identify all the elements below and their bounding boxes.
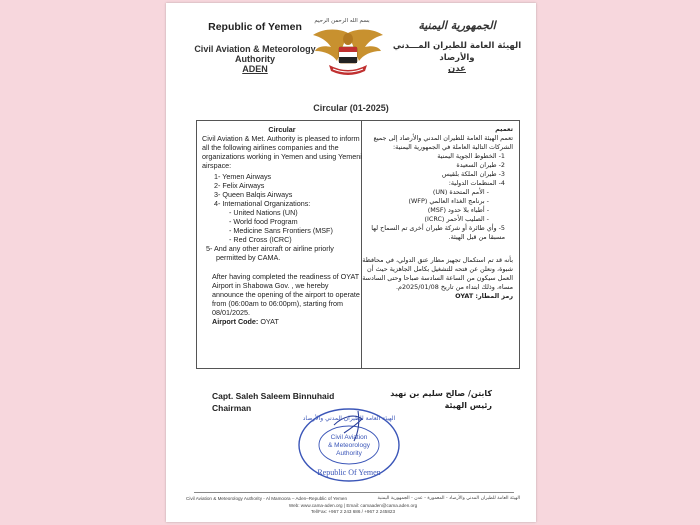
signatory-role-en: Chairman	[212, 403, 252, 413]
yemen-eagle-emblem-icon	[311, 25, 385, 83]
header-country-ar: الجمهورية اليمنية	[418, 19, 496, 32]
org-item: - Red Cross (ICRC)	[229, 235, 292, 244]
header-left	[186, 21, 324, 74]
arabic-intro: تعمم الهيئة العامة للطيران المدني والأرصاد إلى جميع الشركات التالية العاملة في الجمهورية اليمنية:	[373, 134, 513, 151]
footer-contact: Web: www.cama-aden.org | Email: camaaden@cama.aden.org	[288, 502, 418, 508]
circular-box	[196, 120, 520, 369]
english-heading: Circular	[268, 125, 296, 134]
list-item: 4- International Organizations:	[214, 199, 311, 208]
org-item: - United Nations (UN)	[229, 208, 298, 217]
header-country-en: Republic of Yemen	[208, 21, 302, 33]
signatory-role-ar: رئيس الهيئة	[444, 401, 492, 410]
footer-address-en: Civil Aviation & Meteorology Authority - Al Mamoora – Aden–Republic of Yemen	[186, 496, 348, 501]
basmala-text: بسم الله الرحمن الرحيم	[314, 18, 370, 24]
circular-title: Circular (01-2025)	[313, 103, 389, 113]
arabic-heading: تعميم	[495, 125, 513, 133]
list-item: 5- And any other aircraft or airline priorly permitted by CAMA.	[206, 244, 334, 262]
list-item: 3- Queen Balqis Airways	[214, 190, 293, 199]
airport-code-label: Airport Code:	[212, 317, 259, 326]
footer-address-ar: الهيئة العامة للطيران المدني والأرصاد - المعمورة - عدن - الجمهورية اليمنية	[377, 496, 520, 501]
stamp-text-line: Authority	[336, 450, 362, 457]
header-right	[392, 19, 522, 74]
org-item: - الصليب الأحمر (ICRC)	[424, 215, 489, 223]
english-announcement: After having completed the readiness of OYAT Airport in Shabowa Gov. , we hereby announce the opening of the airport to operate from (06:00am to 06:00pm), starting from 08/01/2025.	[212, 272, 360, 317]
header-city-ar: عدن	[448, 64, 466, 74]
org-item: - World food Program	[229, 217, 298, 226]
list-item: 5- وأي طائرة أو شركة طيران أخرى تم السماح لها مسبقا من قبل الهيئة.	[371, 224, 505, 241]
document-page	[166, 3, 536, 522]
org-item: - الأمم المتحدة (UN)	[432, 188, 489, 196]
list-item: 2- Felix Airways	[214, 181, 265, 190]
signatory-name-en: Capt. Saleh Saleem Binnuhaid	[212, 391, 335, 401]
stamp-arabic-text: الهيئة العامة للطيران المدني والأرصاد	[302, 415, 396, 422]
list-item: 1- الخطوط الجوية اليمنية	[437, 152, 505, 160]
stamp-text-line: & Meteorology	[328, 442, 370, 449]
org-item: - برنامج الغذاء العالمي (WFP)	[408, 197, 489, 205]
english-airport-code	[212, 317, 362, 326]
signature-arabic	[390, 388, 492, 412]
english-column	[202, 125, 362, 326]
list-item: 4- المنظمات الدولية:	[448, 179, 505, 187]
header-org-ar: الهيئة العامة للطيران المـــدني والأرصاد	[392, 41, 522, 63]
footer-phone: Tel/Fax: +967 2 243 686 / +967 2 245823	[310, 509, 396, 514]
org-item: - Medicine Sans Frontiers (MSF)	[229, 226, 333, 235]
stamp-country-text: Republic Of Yemen	[317, 468, 381, 477]
list-item: 2- طيران السعيدة	[456, 161, 505, 169]
signatory-name-ar: كابتن/ صالح سليم بن نهيد	[390, 389, 492, 398]
footer-divider	[194, 492, 514, 493]
header-city-en: ADEN	[242, 64, 268, 74]
official-stamp-icon	[296, 403, 402, 483]
arabic-airport-code: رمز المطار: OYAT	[455, 292, 513, 300]
footer	[186, 496, 520, 516]
arabic-column	[361, 125, 513, 301]
airport-code-value: OYAT	[260, 317, 279, 326]
header-org-en: Civil Aviation & Meteorology Authority	[194, 44, 316, 64]
stamp-text-line: Civil Aviation	[330, 434, 368, 441]
english-airline-list	[202, 172, 362, 262]
arabic-announcement: بأنه قد تم استكمال تجهيز مطار عتق الدولي، في محافظة شبوة، ونعلن عن فتحه للتشغيل بكامل الجاهزية حيث أن العمل سيكون من الساعة السادسة صباحا وحتى السادسة مساء، وذلك ابتداء من تاريخ 2025/01/08م.	[362, 256, 513, 291]
org-item: - أطباء بلا حدود (MSF)	[427, 206, 489, 214]
list-item: 3- طيران الملكة بلقيس	[441, 170, 505, 178]
english-intro: Civil Aviation & Met. Authority is pleased to inform all the following airlines companies and the organizations working in Yemen and using Yemeni airspace:	[202, 134, 362, 170]
list-item: 1- Yemen Airways	[214, 172, 272, 181]
